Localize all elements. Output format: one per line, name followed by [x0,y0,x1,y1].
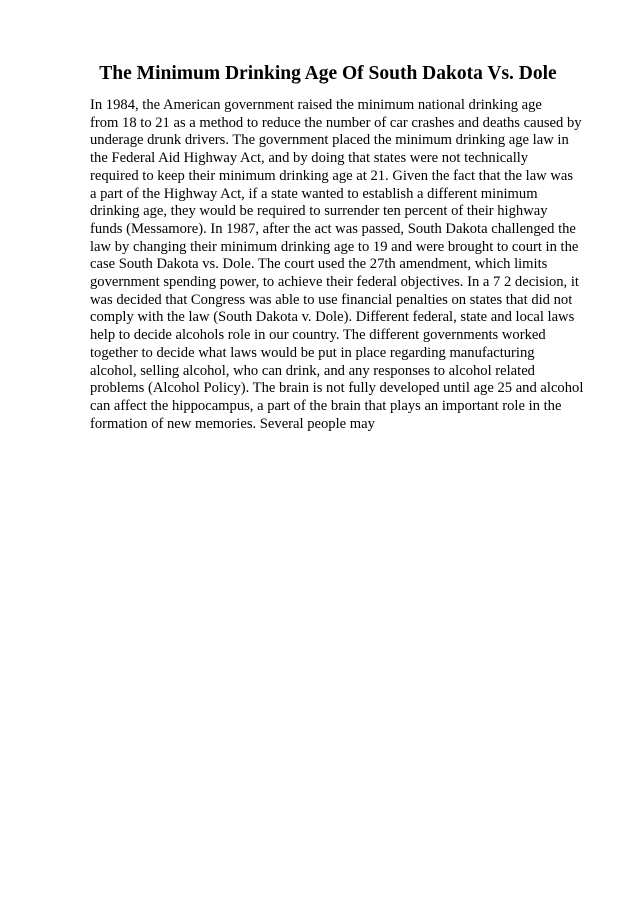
paragraph-line: the Federal Aid Highway Act, and by doing that states were not technically [90,150,529,167]
paragraph-line: comply with the law (South Dakota v. Dole). Different federal, state and local laws [90,309,575,326]
paragraph-line: drinking age, they would be required to surrender ten percent of their highway [90,203,548,220]
paragraph-line: problems (Alcohol Policy). The brain is not fully developed until age 25 and alcohol [90,380,584,397]
body-paragraph [90,97,610,433]
paragraph-line: a part of the Highway Act, if a state wanted to establish a different minimum [90,185,538,202]
paragraph-line: alcohol, selling alcohol, who can drink, and any responses to alcohol related [90,362,535,379]
paragraph-line: government spending power, to achieve their federal objectives. In a 7 2 decision, it [90,274,579,291]
paragraph-line: help to decide alcohols role in our country. The different governments worked [90,327,546,344]
paragraph-line: case South Dakota vs. Dole. The court used the 27th amendment, which limits [90,256,548,273]
paragraph-line: In 1984, the American government raised the minimum national drinking age [90,97,542,113]
paragraph-line: together to decide what laws would be put in place regarding manufacturing [90,344,535,361]
paragraph-line: can affect the hippocampus, a part of the brain that plays an important role in the [90,397,562,414]
paragraph-line: law by changing their minimum drinking age to 19 and were brought to court in the [90,238,579,255]
page-title: The Minimum Drinking Age Of South Dakota Vs. Dole [99,63,557,84]
paragraph-line: formation of new memories. Several people may [90,415,375,432]
paragraph-line: underage drunk drivers. The government placed the minimum drinking age law in [90,132,569,149]
paragraph-line: funds (Messamore). In 1987, after the act was passed, South Dakota challenged the [90,220,576,237]
paragraph-line: required to keep their minimum drinking age at 21. Given the fact that the law was [90,167,574,184]
paragraph-line: was decided that Congress was able to use financial penalties on states that did not [90,291,573,308]
paragraph-line: from 18 to 21 as a method to reduce the number of car crashes and deaths caused by [90,114,582,131]
